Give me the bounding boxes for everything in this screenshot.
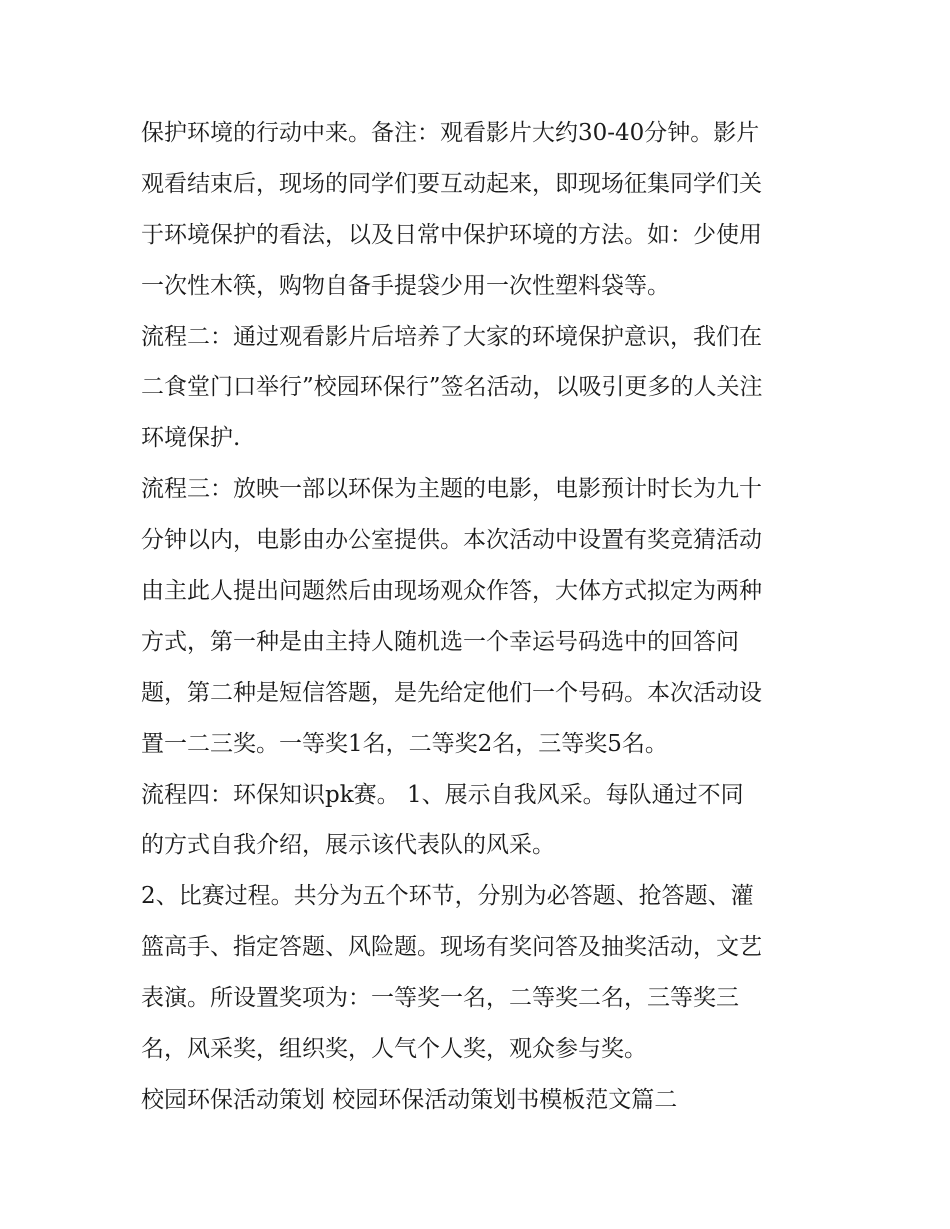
text-line: 一次性木筷，购物自备手提袋少用一次性塑料袋等。 (141, 272, 670, 299)
text-line: 置一二三奖。一等奖1名，二等奖2名，三等奖5名。 (141, 730, 668, 757)
text-line: 流程二：通过观看影片后培养了大家的环境保护意识，我们在 (141, 323, 762, 350)
text-line: 方式，第一种是由主持人随机选一个幸运号码选中的回答问 (141, 628, 739, 655)
text-line: 于环境保护的看法，以及日常中保护环境的方法。如：少使用 (141, 221, 762, 248)
body-text (141, 108, 821, 1126)
text-line: 2、比赛过程。共分为五个环节，分别为必答题、抢答题、灌 (141, 883, 754, 910)
text-line: 表演。所设置奖项为：一等奖一名，二等奖二名，三等奖三 (141, 985, 739, 1012)
text-line: 篮高手、指定答题、风险题。现场有奖问答及抽奖活动，文艺 (141, 934, 762, 961)
text-line: 名，风采奖，组织奖，人气个人奖，观众参与奖。 (141, 1036, 647, 1063)
section-heading: 校园环保活动策划 校园环保活动策划书模板范文篇二 (141, 1086, 678, 1113)
text-line: 由主此人提出问题然后由现场观众作答，大体方式拟定为两种 (141, 578, 762, 605)
text-line: 观看结束后，现场的同学们要互动起来，即现场征集同学们关 (141, 170, 762, 197)
text-line: 保护环境的行动中来。备注：观看影片大约30-40分钟。影片 (141, 120, 760, 146)
text-line: 流程三：放映一部以环保为主题的电影，电影预计时长为九十 (141, 476, 762, 503)
text-line: 流程四：环保知识pk赛。 1、展示自我风采。每队通过不同 (141, 781, 744, 808)
text-line: 的方式自我介绍，展示该代表队的风采。 (141, 832, 555, 859)
text-line: 二食堂门口举行”校园环保行”签名活动，以吸引更多的人关注 (141, 374, 763, 401)
text-line: 分钟以内，电影由办公室提供。本次活动中设置有奖竞猜活动 (141, 527, 762, 554)
text-line: 题，第二种是短信答题，是先给定他们一个号码。本次活动设 (141, 679, 762, 706)
text-line: 环境保护. (141, 425, 241, 452)
